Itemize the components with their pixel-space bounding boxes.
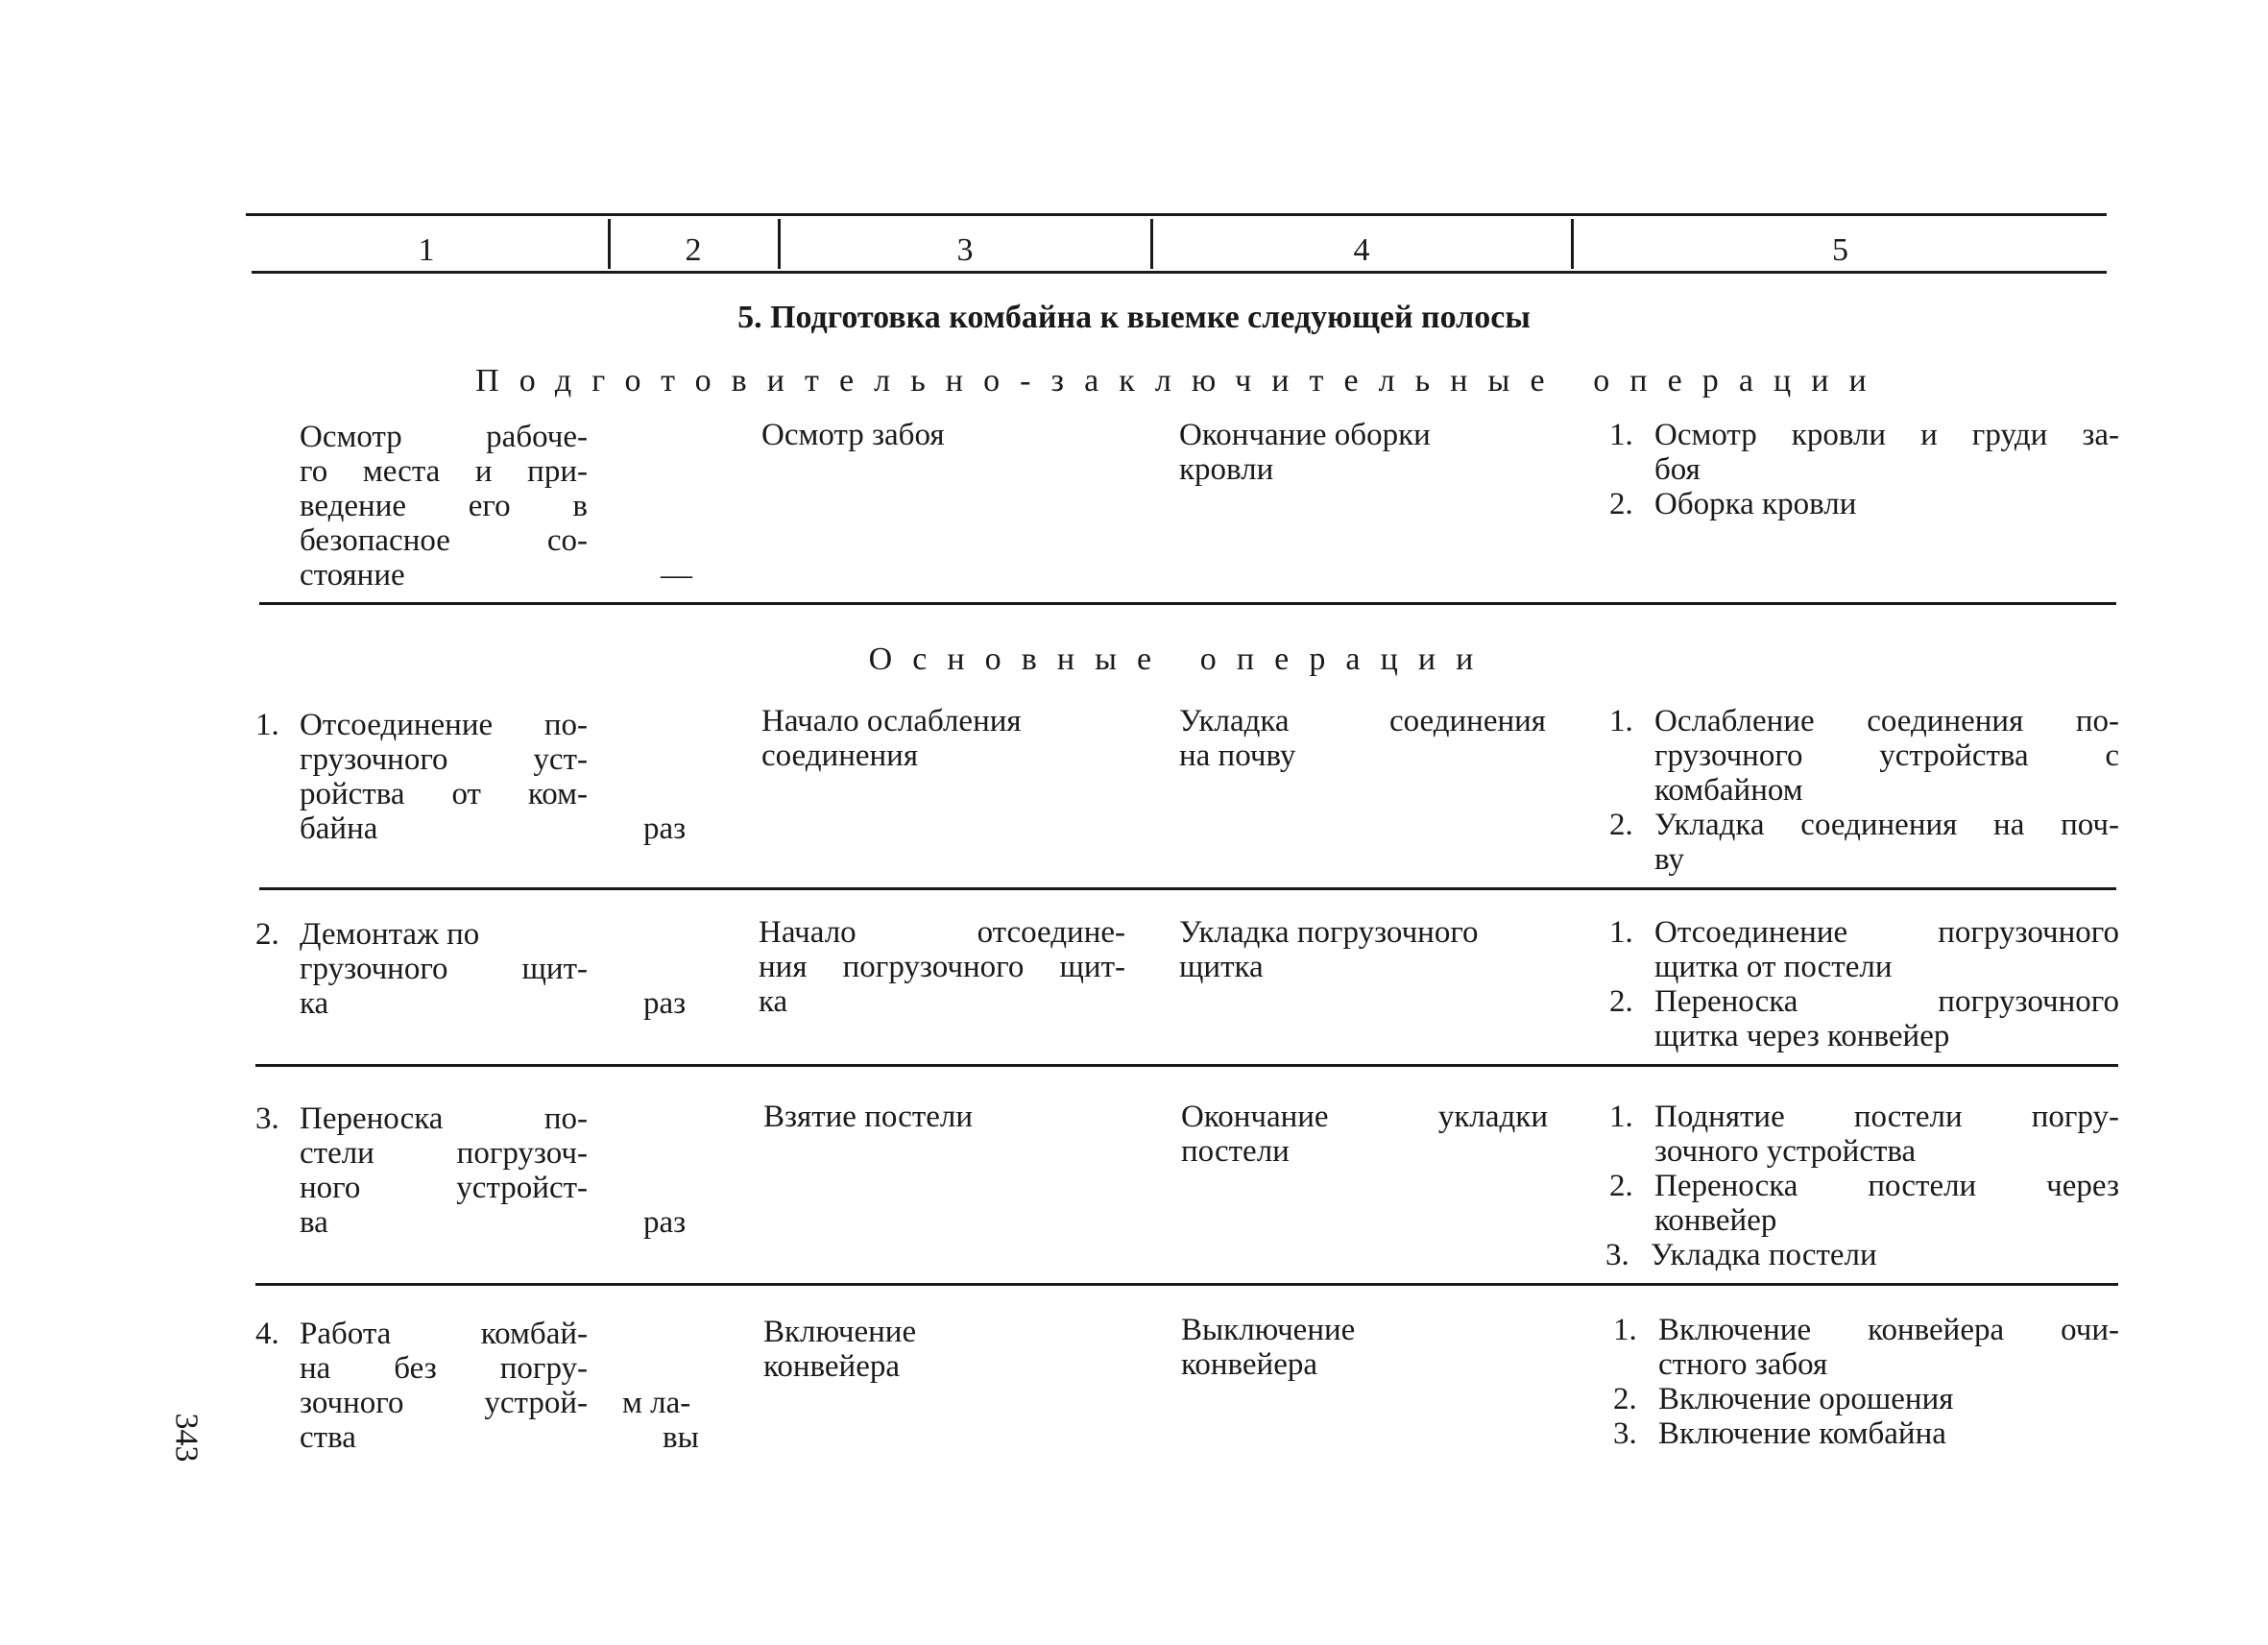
row-1-col2-unit: раз <box>643 811 687 846</box>
row-3-bottom-rule <box>255 1283 2118 1286</box>
row-2-col2-unit: раз <box>643 986 687 1021</box>
prep-row-bottom-rule <box>259 602 2116 605</box>
main-operations-header: Основные операции <box>868 641 1494 677</box>
row-2-col1-line-2: грузочного щит- <box>300 952 588 986</box>
row-2-col1-line-3: ка <box>300 986 329 1021</box>
row-3-col5-item-3-line-1: Укладка постели <box>1651 1238 1877 1272</box>
row-2-col4-line-2: щитка <box>1179 950 1264 984</box>
row-1-col1-line-4: байна <box>300 811 378 846</box>
row-1-col5-item-1-line-2: грузочного устройства с <box>1654 738 2119 773</box>
row-1-col3-line-1: Начало ослабления <box>761 704 1022 738</box>
row-4-col1-line-1: Работа комбай- <box>300 1317 588 1351</box>
row-1-bottom-rule <box>259 887 2116 890</box>
row-2-col3-line-2: ния погрузочного щит- <box>759 950 1125 984</box>
prep-col2-dash: — <box>661 558 692 593</box>
row-4-col5-item-2-number: 2. <box>1613 1382 1637 1416</box>
row-4-col5-item-3-line-1: Включение комбайна <box>1658 1416 1946 1451</box>
row-2-bottom-rule <box>255 1064 2118 1067</box>
row-4-col5-item-2-line-1: Включение орошения <box>1658 1382 1954 1416</box>
row-1-col3-line-2: соединения <box>761 738 919 773</box>
row-3-col5-item-2-number: 2. <box>1609 1169 1633 1203</box>
row-4-col1-line-2: на без погру- <box>300 1351 588 1386</box>
row-1-col4-line-1: Укладка соединения <box>1179 704 1546 738</box>
row-1-col4-line-2: на почву <box>1179 738 1296 773</box>
row-3-col3-line-1: Взятие постели <box>763 1100 974 1134</box>
column-number-5: 5 <box>1832 232 1848 268</box>
row-4-col2-unit-line-2: вы <box>663 1420 699 1455</box>
row-4-number: 4. <box>255 1317 279 1351</box>
row-4-col3-line-2: конвейера <box>763 1349 901 1384</box>
row-3-col5-item-1-number: 1. <box>1609 1100 1633 1134</box>
row-4-col1-line-4: ства <box>300 1420 356 1455</box>
row-1-col5-item-2-line-1: Укладка соединения на поч- <box>1654 808 2119 842</box>
row-2-col5-item-2-number: 2. <box>1609 984 1633 1019</box>
column-number-1: 1 <box>418 232 435 268</box>
row-3-col5-item-3-number: 3. <box>1605 1238 1629 1272</box>
row-2-col5-item-2-line-2: щитка через конвейер <box>1654 1019 1950 1053</box>
row-2-col5-item-2-line-1: Переноска погрузочного <box>1654 984 2119 1019</box>
column-number-3: 3 <box>956 232 974 268</box>
page-number: 343 <box>168 1413 205 1463</box>
row-3-col5-item-1-line-1: Поднятие постели погру- <box>1654 1100 2119 1134</box>
prep-col1-line-4: безопасное со- <box>300 523 588 558</box>
prep-col5-item-1-number: 1. <box>1609 418 1633 452</box>
prep-col1-line-2: го места и при- <box>300 454 588 489</box>
prep-col4-line-2: кровли <box>1179 452 1274 487</box>
row-4-col2-unit-line-1: м ла- <box>622 1386 691 1420</box>
prep-col1-line-5: стояние <box>300 558 405 593</box>
row-1-col5-item-1-line-3: комбайном <box>1654 773 1803 808</box>
prep-col5-item-2-line-1: Оборка кровли <box>1654 487 1857 521</box>
prep-col1-line-3: ведение его в <box>300 489 588 523</box>
row-3-col1-line-4: ва <box>300 1205 328 1240</box>
row-1-col5-item-2-line-2: ву <box>1654 842 1684 877</box>
row-4-col4-line-2: конвейера <box>1181 1347 1318 1382</box>
row-1-col5-item-1-number: 1. <box>1609 704 1633 738</box>
row-2-number: 2. <box>255 917 279 952</box>
row-2-col5-item-1-line-1: Отсоединение погрузочного <box>1654 915 2119 950</box>
row-2-col4-line-1: Укладка погрузочного <box>1179 915 1479 950</box>
row-3-col5-item-2-line-2: конвейер <box>1654 1203 1777 1238</box>
row-4-col3-line-1: Включение <box>763 1315 917 1349</box>
row-3-col2-unit: раз <box>643 1205 687 1240</box>
row-3-col4-line-1: Окончание укладки <box>1181 1100 1548 1134</box>
row-3-col1-line-3: ного устройст- <box>300 1171 588 1205</box>
row-1-col1-line-1: Отсоединение по- <box>300 708 588 742</box>
row-2-col5-item-1-line-2: щитка от постели <box>1654 950 1893 984</box>
row-2-col1-line-1: Демонтаж по <box>300 917 480 952</box>
column-number-2: 2 <box>685 232 702 268</box>
prep-operations-header: Подготовительно-заключительные операции <box>475 363 1887 399</box>
section-title: 5. Подготовка комбайна к выемке следующей полосы <box>737 300 1531 335</box>
row-4-col5-item-1-number: 1. <box>1613 1313 1637 1347</box>
column-number-4: 4 <box>1353 232 1370 268</box>
row-4-col4-line-1: Выключение <box>1181 1313 1356 1347</box>
prep-col1-line-1: Осмотр рабоче- <box>300 420 588 454</box>
row-3-col1-line-1: Переноска по- <box>300 1101 588 1136</box>
row-3-col5-item-1-line-2: зочного устройства <box>1654 1134 1917 1169</box>
row-1-number: 1. <box>255 708 279 742</box>
prep-col5-item-2-number: 2. <box>1609 487 1633 521</box>
prep-col4-line-1: Окончание оборки <box>1179 418 1431 452</box>
row-4-col5-item-1-line-1: Включение конвейера очи- <box>1658 1313 2119 1347</box>
row-4-col5-item-1-line-2: стного забоя <box>1658 1347 1828 1382</box>
table-top-rule <box>246 213 2107 216</box>
table-header-bottom-rule <box>252 271 2107 274</box>
prep-col5-item-1-line-1: Осмотр кровли и груди за- <box>1654 418 2119 452</box>
prep-col3-line-1: Осмотр забоя <box>761 418 945 452</box>
row-3-col1-line-2: стели погрузоч- <box>300 1136 588 1171</box>
row-3-col5-item-2-line-1: Переноска постели через <box>1654 1169 2119 1203</box>
row-2-col3-line-1: Начало отсоедине- <box>759 915 1125 950</box>
row-4-col5-item-3-number: 3. <box>1613 1416 1637 1451</box>
row-1-col1-line-3: ройства от ком- <box>300 777 588 811</box>
row-3-col4-line-2: постели <box>1181 1134 1290 1169</box>
row-2-col3-line-3: ка <box>759 984 788 1019</box>
row-1-col5-item-2-number: 2. <box>1609 808 1633 842</box>
row-3-number: 3. <box>255 1101 279 1136</box>
row-1-col5-item-1-line-1: Ослабление соединения по- <box>1654 704 2119 738</box>
row-2-col5-item-1-number: 1. <box>1609 915 1633 950</box>
prep-col5-item-1-line-2: боя <box>1654 452 1701 487</box>
row-1-col1-line-2: грузочного уст- <box>300 742 588 777</box>
row-4-col1-line-3: зочного устрой- <box>300 1386 588 1420</box>
